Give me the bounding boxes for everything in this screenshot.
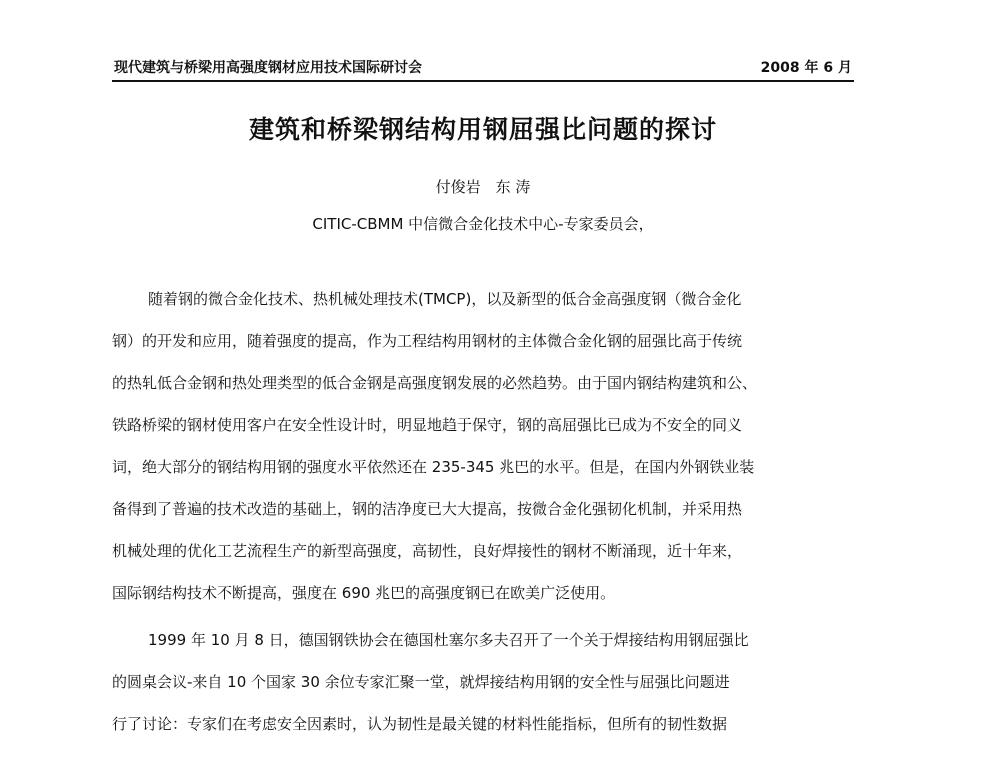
affiliation: CITIC-CBMM 中信微合金化技术中心-专家委员会， <box>312 215 654 233</box>
conference-name: 现代建筑与桥梁用高强度钢材应用技术国际研讨会 <box>114 60 422 76</box>
body-line: 钢）的开发和应用，随着强度的提高，作为工程结构用钢材的主体微合金化钢的屈强比高于传统 <box>112 332 743 350</box>
body-line: 备得到了普遍的技术改造的基础上，钢的洁净度已大大提高，按微合金化强韧化机制，并采用热 <box>112 500 743 518</box>
body-line: 国际钢结构技术不断提高，强度在 690 兆巴的高强度钢已在欧美广泛使用。 <box>112 584 616 602</box>
publication-date: 2008 年 6 月 <box>760 60 852 76</box>
body-line: 的热轧低合金钢和热处理类型的低合金钢是高强度钢发展的必然趋势。由于国内钢结构建筑和公、 <box>112 374 758 392</box>
body-line: 铁路桥梁的钢材使用客户在安全性设计时，明显地趋于保守，钢的高屈强比已成为不安全的同义 <box>112 416 743 434</box>
paper-title: 建筑和桥梁钢结构用钢屈强比问题的探讨 <box>248 115 717 144</box>
body-line: 机械处理的优化工艺流程生产的新型高强度，高韧性，良好焊接性的钢材不断涌现，近十年来， <box>112 542 743 560</box>
body-line: 随着钢的微合金化技术、热机械处理技术(TMCP)，以及新型的低合金高强度钢（微合金化 <box>148 290 742 308</box>
body-line: 1999 年 10 月 8 日，德国钢铁协会在德国杜塞尔多夫召开了一个关于焊接结构用钢屈强比 <box>148 631 749 649</box>
body-line: 行了讨论：专家们在考虑安全因素时，认为韧性是最关键的材料性能指标，但所有的韧性数据 <box>112 715 728 733</box>
authors: 付俊岩 东 涛 <box>435 178 531 196</box>
body-line: 的圆桌会议-来自 10 个国家 30 余位专家汇聚一堂，就焊接结构用钢的安全性与屈强比问题进 <box>112 673 730 691</box>
running-header <box>112 56 854 82</box>
body-line: 词，绝大部分的钢结构用钢的强度水平依然还在 235-345 兆巴的水平。但是，在国内外钢铁业装 <box>112 458 755 476</box>
